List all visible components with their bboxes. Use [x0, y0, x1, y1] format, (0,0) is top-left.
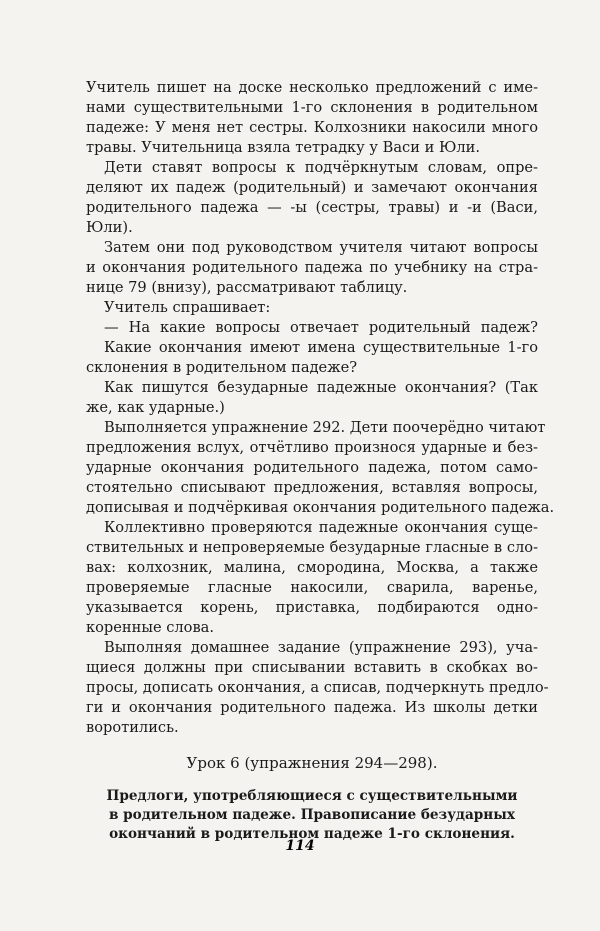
text-line: Дети ставят вопросы к подчёркнутым словам, опре- — [104, 159, 538, 176]
text-line: Учитель пишет на доске несколько предложений с име- — [86, 79, 538, 96]
text-line: Коллективно проверяются падежные окончания суще- — [104, 519, 538, 536]
lesson-title: Урок 6 (упражнения 294—298). — [186, 754, 438, 772]
text-line: вах: колхозник, малина, смородина, Москва, а также — [86, 559, 538, 576]
text-line: Выполняя домашнее задание (упражнение 293), уча- — [104, 639, 538, 656]
text-line: Учитель спрашивает: — [104, 299, 271, 316]
text-line: же, как ударные.) — [86, 399, 225, 416]
text-line: Юли). — [86, 219, 133, 236]
text-line: стоятельно списывают предложения, вставляя вопросы, — [86, 479, 538, 496]
text-line: Выполняется упражнение 292. Дети поочерёдно читают — [104, 419, 546, 436]
section-heading-line: Предлоги, употребляющиеся с существительными — [106, 788, 518, 804]
text-line: воротились. — [86, 719, 179, 736]
text-line: Затем они под руководством учителя читают вопросы — [104, 239, 538, 256]
text-line: склонения в родительном падеже? — [86, 359, 358, 376]
text-line: падеже: У меня нет сестры. Колхозники накосили много — [86, 119, 538, 136]
text-line: ударные окончания родительного падежа, потом само- — [86, 459, 538, 476]
text-line: дописывая и подчёркивая окончания родительного падежа. — [86, 499, 555, 516]
text-line: родительного падежа — -ы (сестры, травы) и -и (Васи, — [86, 199, 538, 216]
text-line: указывается корень, приставка, подбираются одно- — [86, 599, 538, 616]
text-line: травы. Учительница взяла тетрадку у Васи и Юли. — [86, 139, 481, 156]
text-line: нами существительными 1-го склонения в родительном — [86, 99, 538, 116]
section-heading-line: окончаний в родительном падеже 1-го склонения. — [109, 826, 515, 842]
text-line: Как пишутся безударные падежные окончания? (Так — [104, 379, 538, 396]
text-line: деляют их падеж (родительный) и замечают окончания — [86, 179, 538, 196]
text-line: ги и окончания родительного падежа. Из школы детки — [86, 699, 538, 716]
text-line: Какие окончания имеют имена существительные 1-го — [104, 339, 538, 356]
text-line: и окончания родительного падежа по учебнику на стра- — [86, 259, 538, 276]
text-line: щиеся должны при списывании вставить в скобках во- — [86, 659, 538, 676]
text-line: предложения вслух, отчётливо произнося ударные и без- — [86, 439, 538, 456]
text-line: просы, дописать окончания, а списав, подчеркнуть предло- — [86, 679, 549, 696]
section-heading-line: в родительном падеже. Правописание безударных — [109, 807, 515, 823]
text-line: нице 79 (внизу), рассматривают таблицу. — [86, 279, 408, 296]
text-line: ствительных и непроверяемые безударные гласные в сло- — [86, 539, 538, 556]
text-line: коренные слова. — [86, 619, 215, 636]
text-line: — На какие вопросы отвечает родительный падеж? — [104, 319, 538, 336]
text-line: проверяемые гласные накосили, сварила, варенье, — [86, 579, 538, 596]
page-number: 114 — [285, 838, 315, 854]
